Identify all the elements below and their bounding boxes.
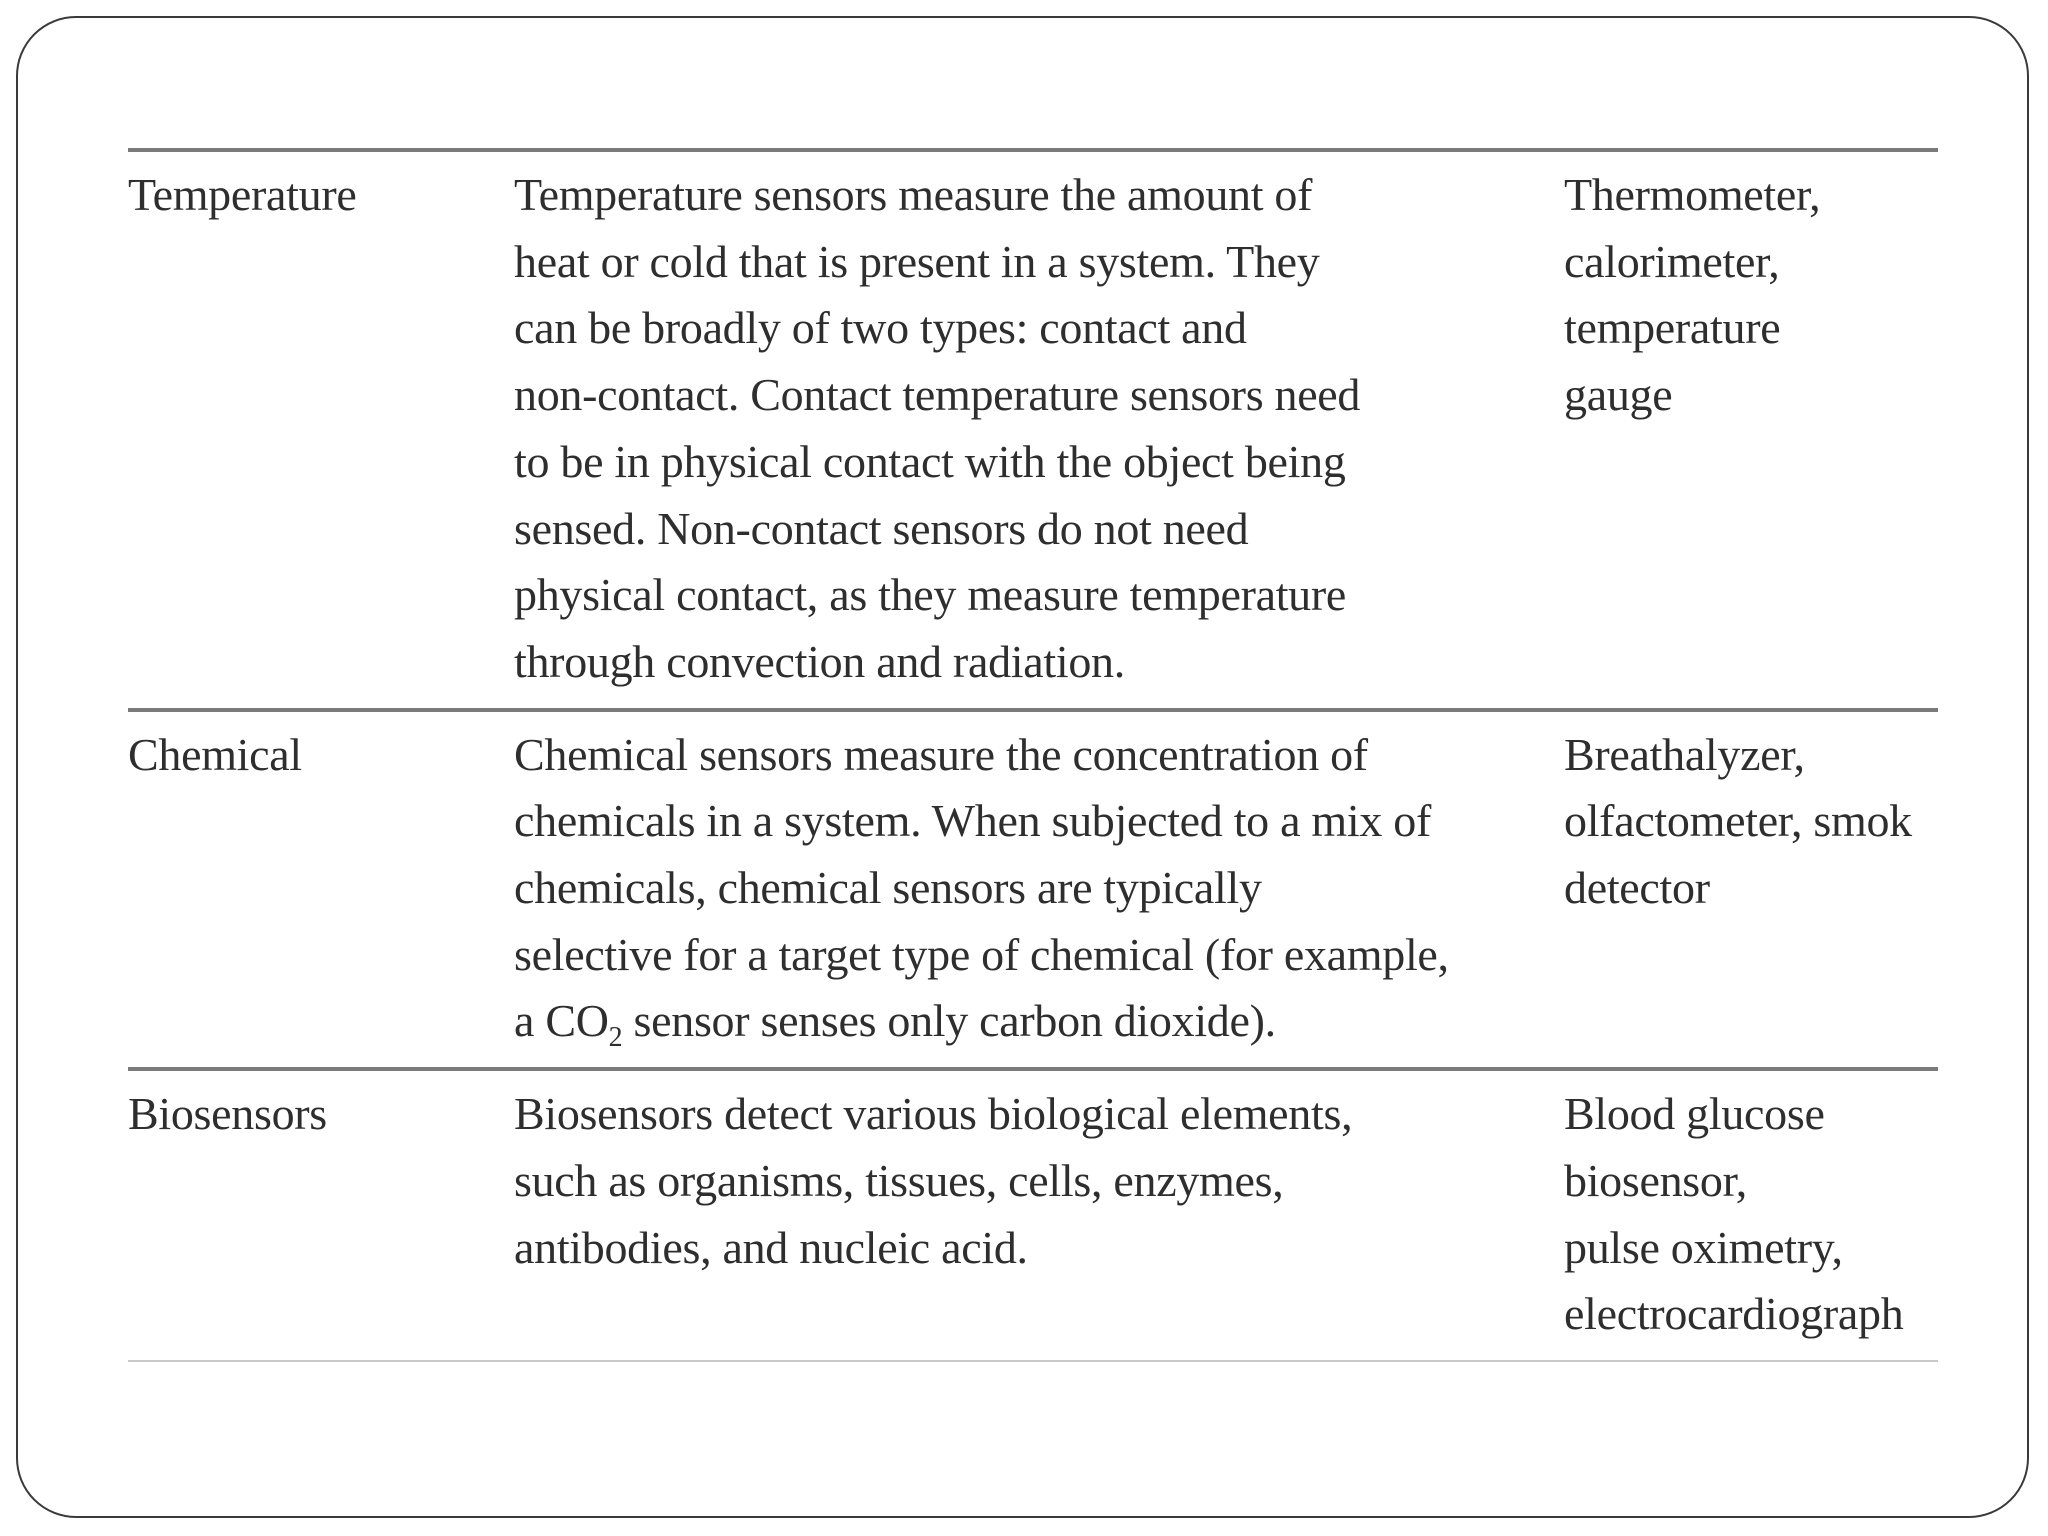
description-line: physical contact, as they measure temperature (514, 569, 1347, 621)
sensor-description-cell (514, 1081, 1524, 1348)
co2-prefix: a CO (514, 995, 609, 1047)
description-line: Temperature sensors measure the amount of (514, 169, 1313, 220)
description-spacer (514, 1281, 1524, 1348)
sensor-description-cell (514, 162, 1524, 696)
table-row (128, 708, 1938, 1068)
example-line: temperature (1564, 302, 1781, 354)
example-line: pulse oximetry, (1564, 1221, 1843, 1273)
example-line: Thermometer, (1564, 169, 1821, 220)
sensor-type-cell: Chemical (128, 728, 302, 780)
description-line: heat or cold that is present in a system. They (514, 235, 1320, 287)
example-line: gauge (1564, 369, 1673, 421)
description-line: sensed. Non-contact sensors do not need (514, 502, 1249, 554)
description-line: Biosensors detect various biological elements, (514, 1088, 1353, 1140)
sensor-examples-cell (1564, 162, 1938, 429)
table-row (128, 148, 1938, 708)
description-line: non-contact. Contact temperature sensors need (514, 369, 1361, 421)
description-line: chemicals, chemical sensors are typically (514, 862, 1262, 914)
table-row (128, 1067, 1938, 1362)
example-line: Breathalyzer, (1564, 728, 1805, 780)
example-line: electrocardiograph (1564, 1288, 1904, 1340)
example-line: detector (1564, 862, 1710, 914)
co2-subscript: 2 (608, 1022, 623, 1054)
description-line: can be broadly of two types: contact and (514, 302, 1247, 354)
description-line: antibodies, and nucleic acid. (514, 1221, 1028, 1273)
example-line: Blood glucose (1564, 1088, 1825, 1140)
sensor-type-cell: Biosensors (128, 1088, 327, 1140)
example-line: olfactometer, smok (1564, 795, 1912, 847)
description-line: through convection and radiation. (514, 635, 1125, 687)
sensor-examples-cell (1564, 1081, 1938, 1348)
description-line: such as organisms, tissues, cells, enzymes, (514, 1154, 1284, 1206)
description-line: selective for a target type of chemical (for example, (514, 928, 1449, 980)
sensor-type-cell: Temperature (128, 169, 357, 220)
description-line: chemicals in a system. When subjected to a mix of (514, 795, 1431, 847)
sensor-table (128, 148, 1938, 1362)
co2-suffix: sensor senses only carbon dioxide). (622, 995, 1276, 1047)
example-line: biosensor, (1564, 1154, 1747, 1206)
example-line: calorimeter, (1564, 235, 1780, 287)
description-line: Chemical sensors measure the concentration of (514, 728, 1368, 780)
description-line (514, 988, 1524, 1055)
description-line: to be in physical contact with the object being (514, 435, 1346, 487)
sensor-examples-cell (1564, 722, 1938, 922)
sensor-description-cell (514, 722, 1524, 1056)
